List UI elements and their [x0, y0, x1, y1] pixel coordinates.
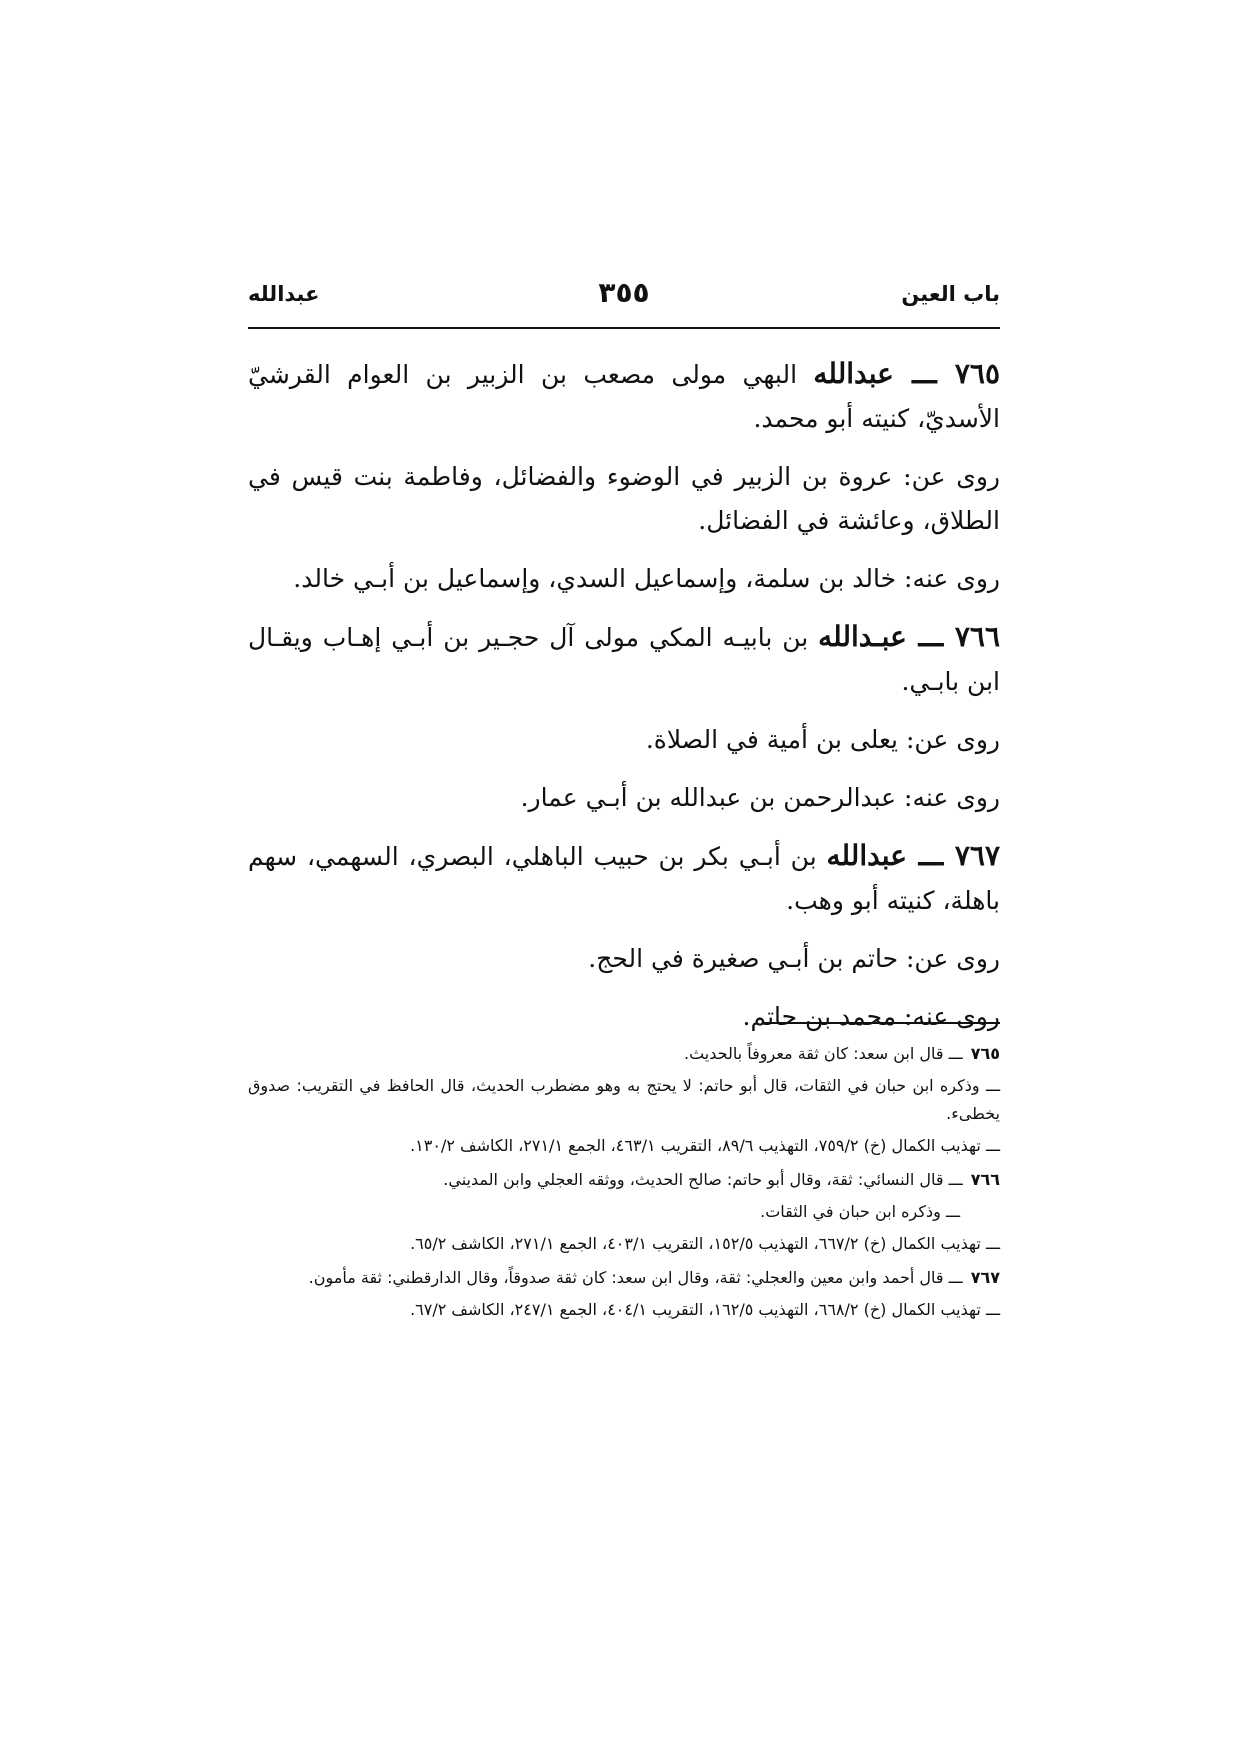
entry-766-rawa-anhu: روى عنه: عبدالرحمن بن عبدالله بن أبـي عمار.: [520, 783, 1000, 812]
footnote-number: ٧٦٦: [970, 1170, 1000, 1189]
footnote-line: ـــ قال أحمد وابن معين والعجلي: ثقة، وقال ابن سعد: كان ثقة صدوقاً، وقال الدارقطني: ثقة مأمون.: [308, 1268, 963, 1287]
entry-name: عبـدالله: [818, 620, 907, 653]
entry-number: ٧٦٥: [954, 357, 1000, 390]
entry-765: [248, 352, 1000, 441]
footnote-line: ـــ قال ابن سعد: كان ثقة معروفاً بالحديث.: [683, 1044, 963, 1063]
footnote-766: [248, 1166, 1000, 1258]
main-text: [248, 352, 1000, 1053]
entry-text: البهي مولى مصعب بن الزبير بن العوام القرشيّ الأسديّ، كنيته أبو محمد.: [248, 360, 1000, 433]
header-section-title: باب العين: [901, 282, 1000, 306]
entry-dash: ـــ: [906, 839, 955, 872]
entry-number: ٧٦٦: [954, 620, 1000, 653]
entry-number: ٧٦٧: [954, 839, 1000, 872]
header-rule: [248, 327, 1000, 329]
footnote-765: [248, 1040, 1000, 1160]
footnote-767: [248, 1264, 1000, 1324]
entry-text: بن بابيـه المكي مولى آل حجـير بن أبـي إهـاب ويقـال ابن بابـي.: [248, 623, 1000, 696]
entry-name: عبدالله: [826, 839, 907, 872]
entry-766-rawa-an: روى عن: يعلى بن أمية في الصلاة.: [645, 725, 1000, 754]
entry-765-rawa-anhu: روى عنه: خالد بن سلمة، وإسماعيل السدي، وإسماعيل بن أبـي خالد.: [293, 564, 1000, 593]
footnote-rule: [762, 1022, 1000, 1024]
footnote-line: ـــ وذكره ابن حبان في الثقات، قال أبو حاتم: لا يحتج به وهو مضطرب الحديث، قال الحافظ في التقريب: صدوق يخطىء.: [248, 1076, 1000, 1123]
header-name: عبدالله: [248, 282, 320, 306]
entry-767-rawa-an: روى عن: حاتم بن أبـي صغيرة في الحج.: [588, 944, 1000, 973]
entry-name: عبدالله: [813, 357, 894, 390]
footnote-line: ـــ قال النسائي: ثقة، وقال أبو حاتم: صالح الحديث، ووثقه العجلي وابن المديني.: [443, 1170, 963, 1189]
header-page-number: ٣٥٥: [598, 276, 650, 309]
footnotes: [248, 1040, 1000, 1330]
running-header: [248, 276, 1000, 322]
footnote-number: ٧٦٧: [970, 1268, 1000, 1287]
entry-767: [248, 834, 1000, 923]
footnote-line: ـــ تهذيب الكمال (خ) ٦٦٨/٢، التهذيب ١٦٢/٥، التقريب ٤٠٤/١، الجمع ٢٤٧/١، الكاشف ٦٧/٢.: [410, 1300, 1000, 1319]
entry-dash: ـــ: [893, 357, 955, 390]
entry-dash: ـــ: [906, 620, 955, 653]
entry-765-rawa-an: روى عن: عروة بن الزبير في الوضوء والفضائل، وفاطمة بنت قيس في الطلاق، وعائشة في الفضائل.: [248, 462, 1000, 535]
footnote-line: ـــ تهذيب الكمال (خ) ٦٦٧/٢، التهذيب ١٥٢/٥، التقريب ٤٠٣/١، الجمع ٢٧١/١، الكاشف ٦٥/٢.: [410, 1234, 1000, 1253]
entry-text: بن أبـي بكر بن حبيب الباهلي، البصري، السهمي، سهم باهلة، كنيته أبو وهب.: [248, 842, 1000, 915]
entry-767-rawa-anhu: روى عنه: محمد بن حاتم.: [742, 1002, 1000, 1031]
footnote-number: ٧٦٥: [970, 1044, 1000, 1063]
footnote-line: ـــ وذكره ابن حبان في الثقات.: [760, 1202, 960, 1221]
footnote-line: ـــ تهذيب الكمال (خ) ٧٥٩/٢، التهذيب ٨٩/٦، التقريب ٤٦٣/١، الجمع ٢٧١/١، الكاشف ١٣٠/٢.: [410, 1136, 1000, 1155]
entry-766: [248, 615, 1000, 704]
